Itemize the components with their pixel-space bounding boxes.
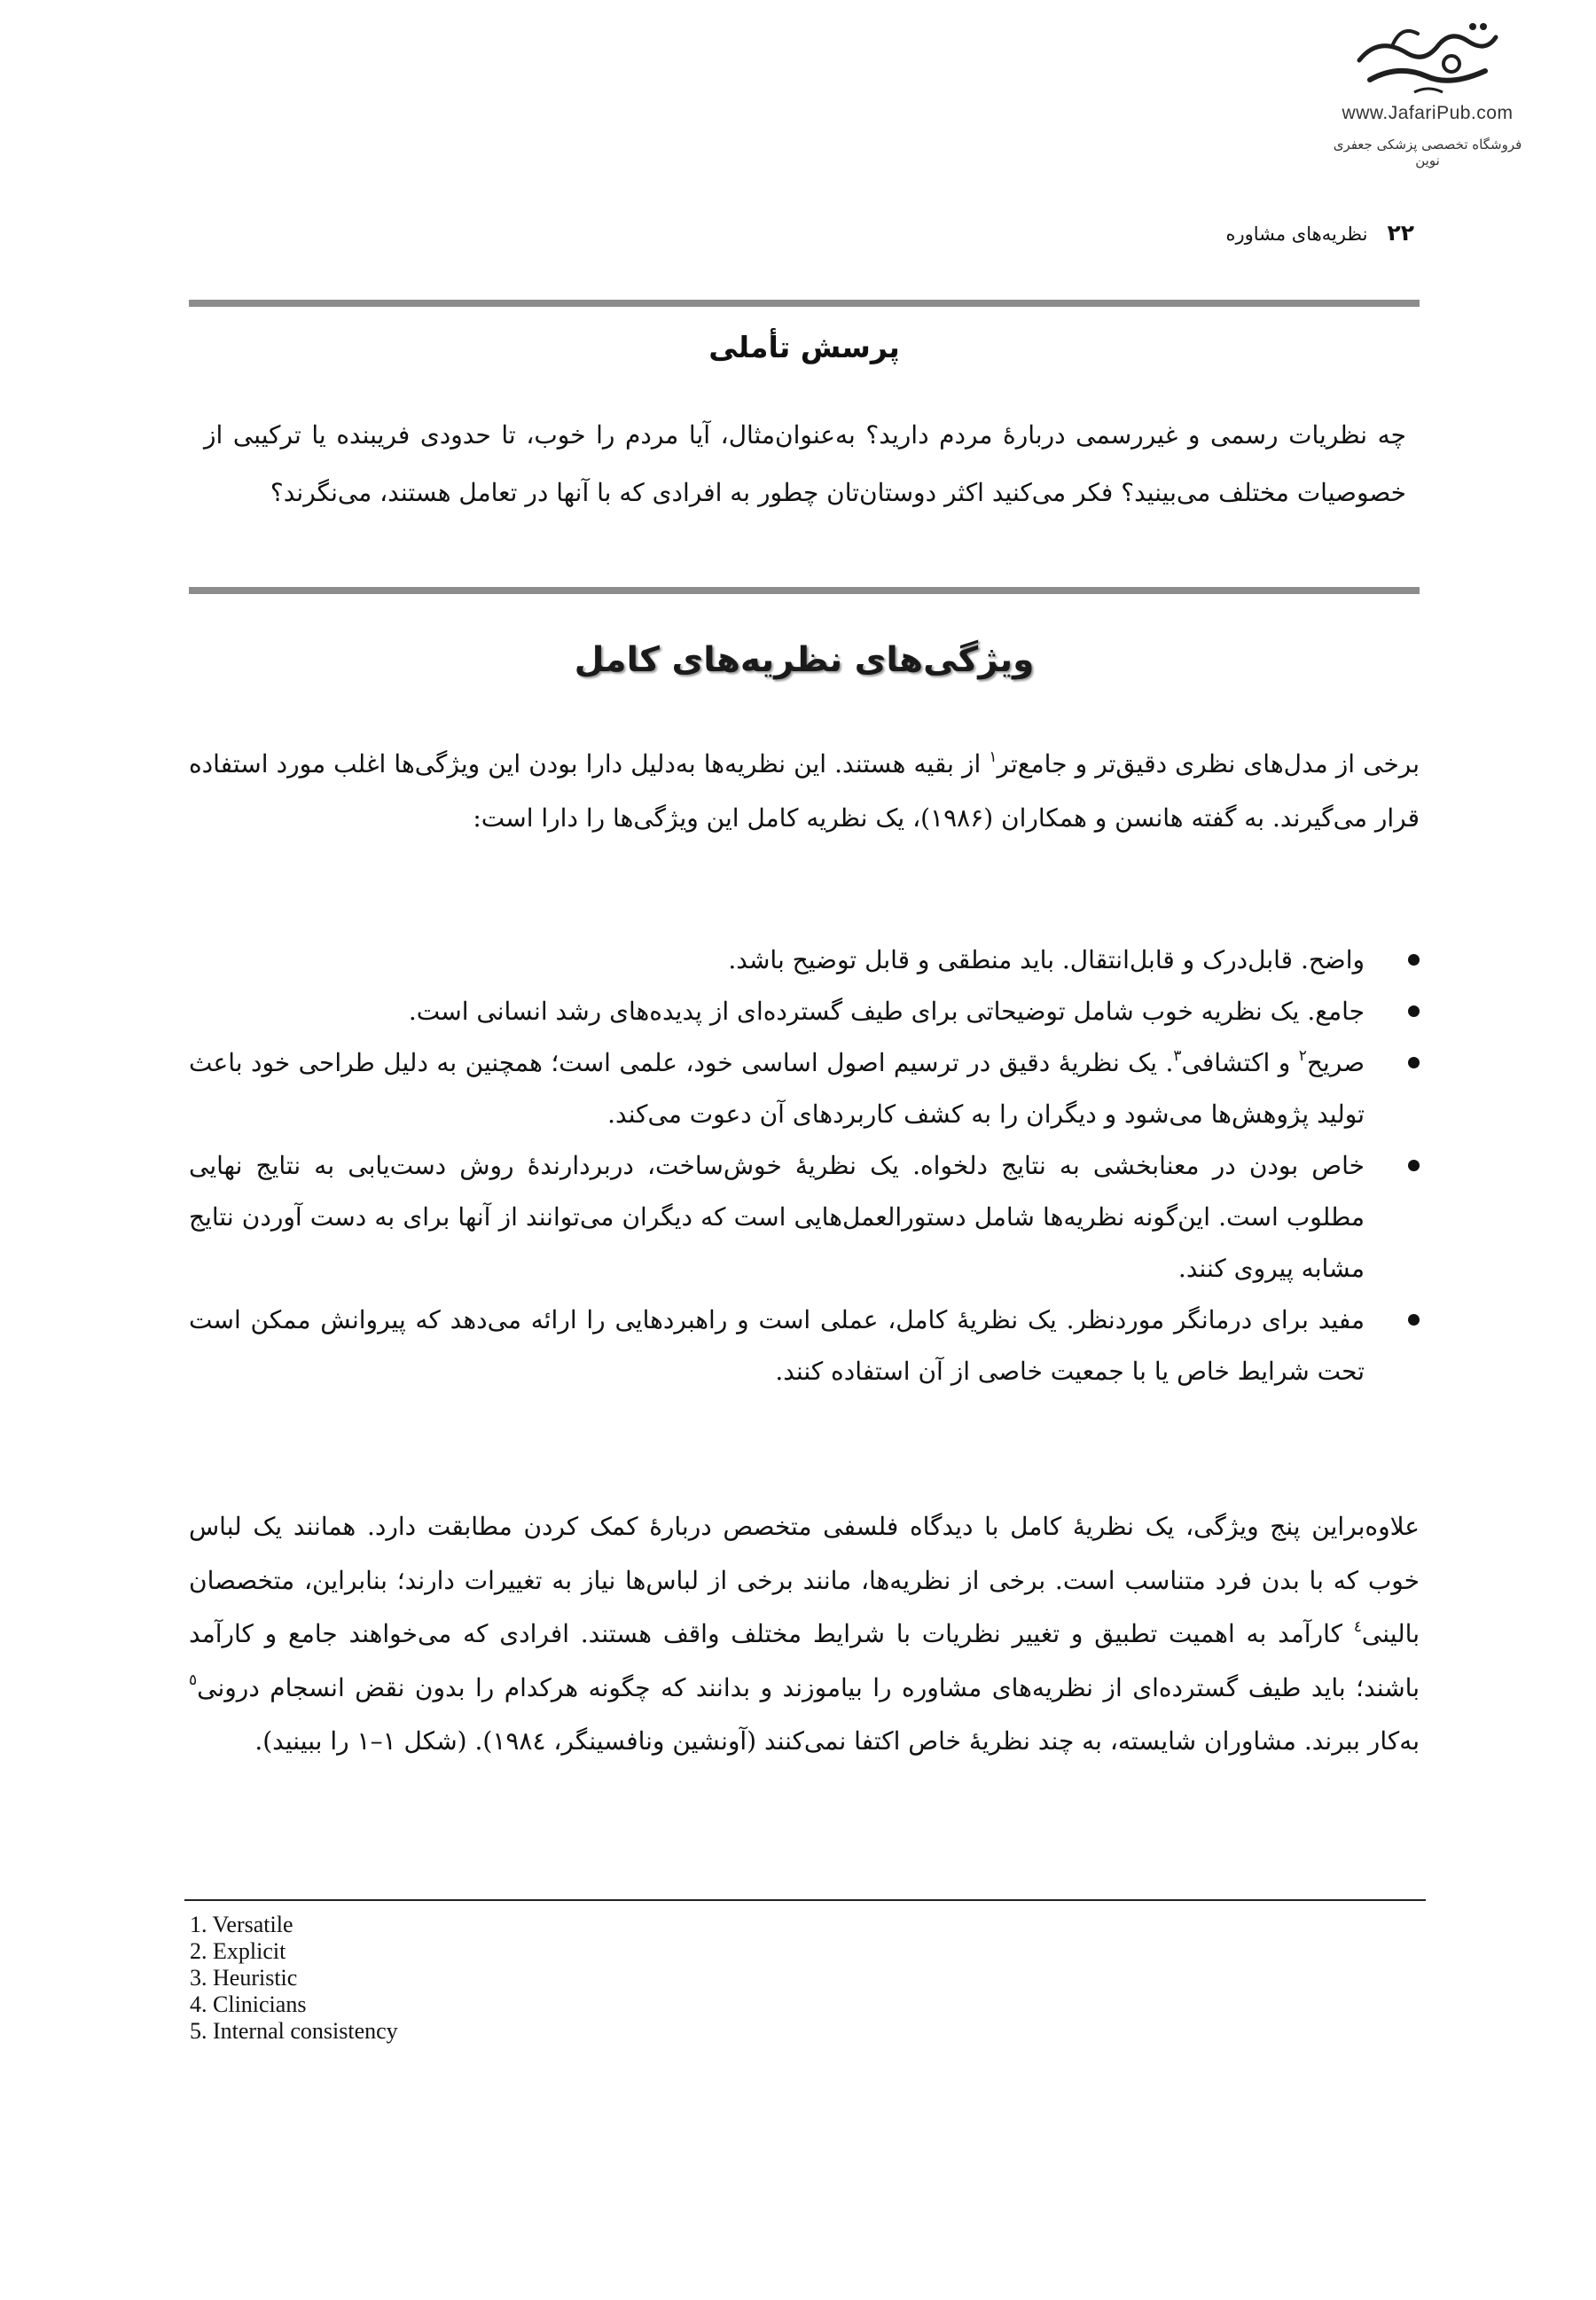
list-item [189,986,1420,1037]
bullet-icon [1408,1005,1420,1017]
publisher-store-name: فروشگاه تخصصی پزشکی جعفری نوین [1333,137,1522,168]
footnote-ref-3: ۳ [1173,1046,1182,1065]
reflective-box-title: پرسش تأملی [708,330,900,364]
publisher-url: www.JafariPub.com [1342,103,1514,123]
running-title: نظریه‌های مشاوره [1225,223,1368,245]
list-item [189,1295,1420,1397]
closing-paragraph [189,1500,1420,1769]
list-item-text: واضح. قابل‌درک و قابل‌انتقال. باید منطقی و قابل توضیح باشد. [728,945,1365,974]
list-item-text-2: و اکتشافی [1181,1048,1299,1077]
footnote-ref-2: ۲ [1298,1046,1307,1065]
list-item-text-3: . یک نظریهٔ دقیق در ترسیم اصول اساسی خود، علمی است؛ همچنین به دلیل طراحی خود باعث تولید پژوهش‌ها می‌شود و دیگران را به کشف کاربردهای آن دعوت می‌کند. [189,1048,1365,1129]
closing-text-3: به‌کار ببرند. مشاوران شایسته، به چند نظریهٔ خاص اکتفا نمی‌کنند (آونشین ونافسینگر، ۱۹۸٤). (شکل ۱–۱ را ببینید). [254,1726,1420,1756]
closing-text-1: علاوه‌براین پنج ویژگی، یک نظریهٔ کامل با دیدگاه فلسفی متخصص دربارهٔ کمک کردن مطابقت دارد. همانند یک لباس خوب که با بدن فرد متناسب است. برخی از نظریه‌ها، مانند برخی از لباس‌ها نیاز به تغییرات دارند؛ بنابراین، متخصصان بالینی [189,1512,1420,1648]
list-item-text-1: صریح [1306,1048,1365,1077]
box-top-rule [189,300,1420,307]
list-item-text: خاص بودن در معنابخشی به نتایج دلخواه. یک نظریهٔ خوش‌ساخت، دربردارندهٔ روش دست‌یابی به نتایج نهایی مطلوب است. این‌گونه نظریه‌ها شامل دستورالعمل‌هایی است که دیگران می‌توانند از آنها برای به دست آوردن نتایج مشابه پیروی کنند. [189,1151,1365,1283]
bullet-icon [1408,1314,1420,1326]
bullet-icon [1408,1057,1420,1068]
intro-text-2: از بقیه هستند. این نظریه‌ها به‌دلیل دارا بودن این ویژگی‌ها اغلب مورد استفاده قرار می‌گیرند. به گفته هانسن و همکاران (۱۹۸۶)، یک نظریه کامل این ویژگی‌ها را دارا است: [189,749,1420,833]
footnote-rule [184,1899,1426,1901]
running-header [1225,220,1414,246]
footnote-ref-4: ٤ [1353,1617,1362,1636]
footnote: 3. Heuristic [190,1965,298,1991]
intro-text-1: برخی از مدل‌های نظری دقیق‌تر و جامع‌تر [997,749,1420,778]
page-number: ۲۲ [1387,220,1414,246]
section-heading: ویژگی‌های نظریه‌های کامل [574,640,1035,680]
list-item-text: مفید برای درمانگر موردنظر. یک نظریهٔ کامل، عملی است و راهبردهایی را ارائه می‌دهد که پیروانش ممکن است تحت شرایط خاص یا با جمعیت خاصی از آن استفاده کنند. [189,1305,1365,1386]
characteristics-list [189,935,1420,1397]
footnote: 2. Explicit [190,1938,286,1964]
footnote: 5. Internal consistency [190,2018,398,2044]
footnotes [190,1912,398,2045]
box-bottom-rule [189,587,1420,594]
footnote: 1. Versatile [190,1912,293,1937]
intro-paragraph [189,738,1420,845]
calligraphy-logo-icon [1352,18,1503,99]
bullet-icon [1408,1160,1420,1171]
list-item [189,935,1420,986]
bullet-icon [1408,954,1420,966]
footnote-ref-1: ۱ [989,747,998,766]
footnote-ref-5: ٥ [189,1671,198,1690]
publisher-logo [1321,18,1534,168]
list-item [189,1140,1420,1295]
list-item-text: جامع. یک نظریه خوب شامل توضیحاتی برای طیف گسترده‌ای از پدیده‌های رشد انسانی است. [408,997,1365,1026]
footnote: 4. Clinicians [190,1991,307,2017]
reflective-box-text: چه نظریات رسمی و غیررسمی دربارهٔ مردم دارید؟ به‌عنوان‌مثال، آیا مردم را خوب، تا حدودی فریبنده یا ترکیبی از خصوصیات مختلف می‌بینید؟ فکر می‌کنید اکثر دوستان‌تان چطور به افرادی که با آنها در تعامل هستند، می‌نگرند؟ [204,420,1406,507]
list-item [189,1037,1420,1140]
closing-text-2: کارآمد به اهمیت تطبیق و تغییر نظریات با شرایط مختلف واقف هستند. افرادی که می‌خواهند جامع و کارآمد باشند؛ باید طیف گسترده‌ای از نظریه‌های مشاوره را بیاموزند و بدانند که چگونه هرکدام را بدون نقض انسجام درونی [189,1619,1420,1702]
